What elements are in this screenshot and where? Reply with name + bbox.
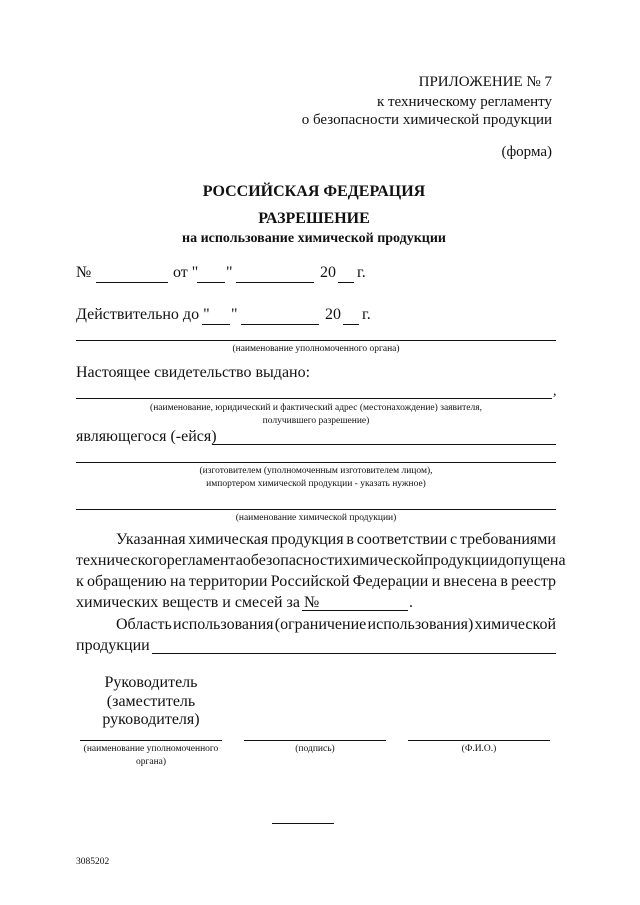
year-suffix: г. [357, 264, 366, 281]
org-caption-2: органа) [135, 757, 167, 767]
valid-quote-close: " [231, 306, 238, 323]
word: реестр [511, 573, 556, 590]
document-purpose: на использование химической продукции [182, 231, 446, 246]
word: регламента [166, 552, 243, 569]
applicant-comma: , [553, 384, 557, 399]
product-blank [76, 509, 556, 510]
paragraph-2-line-1 [116, 616, 556, 634]
authority-caption: (наименование уполномоченного органа) [232, 344, 400, 354]
word: химическая [188, 531, 269, 548]
year-prefix: 20 [320, 264, 336, 281]
word: о [242, 552, 251, 569]
appendix-line-3: о безопасности химической продукции [301, 112, 552, 128]
valid-day-blank [202, 324, 230, 325]
word: использования [173, 616, 274, 633]
product-caption: (наименование химической продукции) [235, 513, 397, 523]
word: обращению [87, 573, 167, 590]
document-title: РАЗРЕШЕНИЕ [258, 210, 370, 227]
word: безопасности [250, 552, 343, 569]
word: продукции [424, 552, 498, 569]
authority-blank [76, 340, 556, 341]
word: Федерации [352, 573, 429, 590]
paragraph-1-line-4: химических веществ и смесей за № [76, 594, 320, 611]
org-signature-blank [80, 740, 222, 741]
word: в [500, 573, 508, 590]
word: Российской [270, 573, 350, 590]
word: на [170, 573, 186, 590]
country-title: РОССИЙСКАЯ ФЕДЕРАЦИЯ [202, 183, 426, 200]
org-caption-1: (наименование уполномоченного [83, 744, 219, 754]
full-name-blank [408, 740, 550, 741]
appendix-number: ПРИЛОЖЕНИЕ № 7 [418, 74, 552, 90]
word: внесена [443, 573, 498, 590]
form-label: (форма) [501, 144, 552, 160]
valid-until-label: Действительно до " [76, 306, 210, 323]
paragraph-2-line-2: продукции [76, 637, 150, 654]
full-name-caption: (Ф.И.О.) [461, 744, 497, 754]
paragraph-1-line-2 [76, 552, 566, 570]
number-sign: № [76, 264, 92, 281]
word: и [431, 573, 441, 590]
valid-year-suffix: г. [362, 306, 371, 323]
applicant-caption-1: (наименование, юридический и фактический адрес (местонахождение) заявителя, [150, 403, 482, 413]
signature-blank [244, 740, 386, 741]
valid-year-blank [343, 324, 359, 325]
paragraph-1-line-3 [76, 573, 556, 591]
word: допущена [497, 552, 566, 569]
issued-to-label: Настоящее свидетельство выдано: [76, 364, 311, 381]
word: (ограничение [274, 616, 367, 633]
applicant-blank [76, 398, 552, 399]
signatory-role-1: Руководитель [104, 674, 198, 691]
role-caption-2: импортером химической продукции - указать нужное) [206, 479, 426, 489]
word: соответствии [356, 531, 448, 548]
usage-area-blank [152, 653, 556, 654]
word: использования) [367, 616, 474, 633]
role-blank [76, 462, 556, 463]
signatory-role-2: (заместитель [106, 693, 196, 710]
applicant-caption-2: получившего разрешение) [262, 416, 370, 426]
signatory-role-3: руководителя) [102, 711, 200, 728]
role-caption-1: (изготовителем (уполномоченным изготовителем лицом), [199, 466, 433, 476]
word: требованиями [459, 531, 556, 548]
document-code: 3085202 [76, 857, 110, 867]
paragraph-1-period: . [409, 594, 413, 611]
being-blank [212, 444, 556, 445]
paragraph-1-line-1 [116, 531, 556, 549]
word: территории [188, 573, 268, 590]
month-blank [236, 282, 314, 283]
word: Область [116, 616, 172, 633]
word: продукция [271, 531, 344, 548]
valid-year-prefix: 20 [325, 306, 341, 323]
year-blank [338, 282, 354, 283]
word: Указанная [116, 531, 186, 548]
number-blank [96, 282, 168, 283]
from-label: от " [173, 264, 199, 281]
quote-close: " [226, 264, 233, 281]
closing-separator [272, 823, 334, 824]
registry-number-blank [302, 610, 408, 611]
appendix-line-2: к техническому регламенту [376, 94, 552, 110]
word: в [346, 531, 354, 548]
being-label: являющегося (-ейся) [76, 428, 217, 445]
word: химической [342, 552, 425, 569]
signature-caption: (подпись) [295, 744, 335, 754]
word: химической [474, 616, 556, 633]
day-blank [197, 282, 225, 283]
word: технического [76, 552, 167, 569]
word: к [76, 573, 84, 590]
word: с [449, 531, 458, 548]
valid-month-blank [241, 324, 319, 325]
